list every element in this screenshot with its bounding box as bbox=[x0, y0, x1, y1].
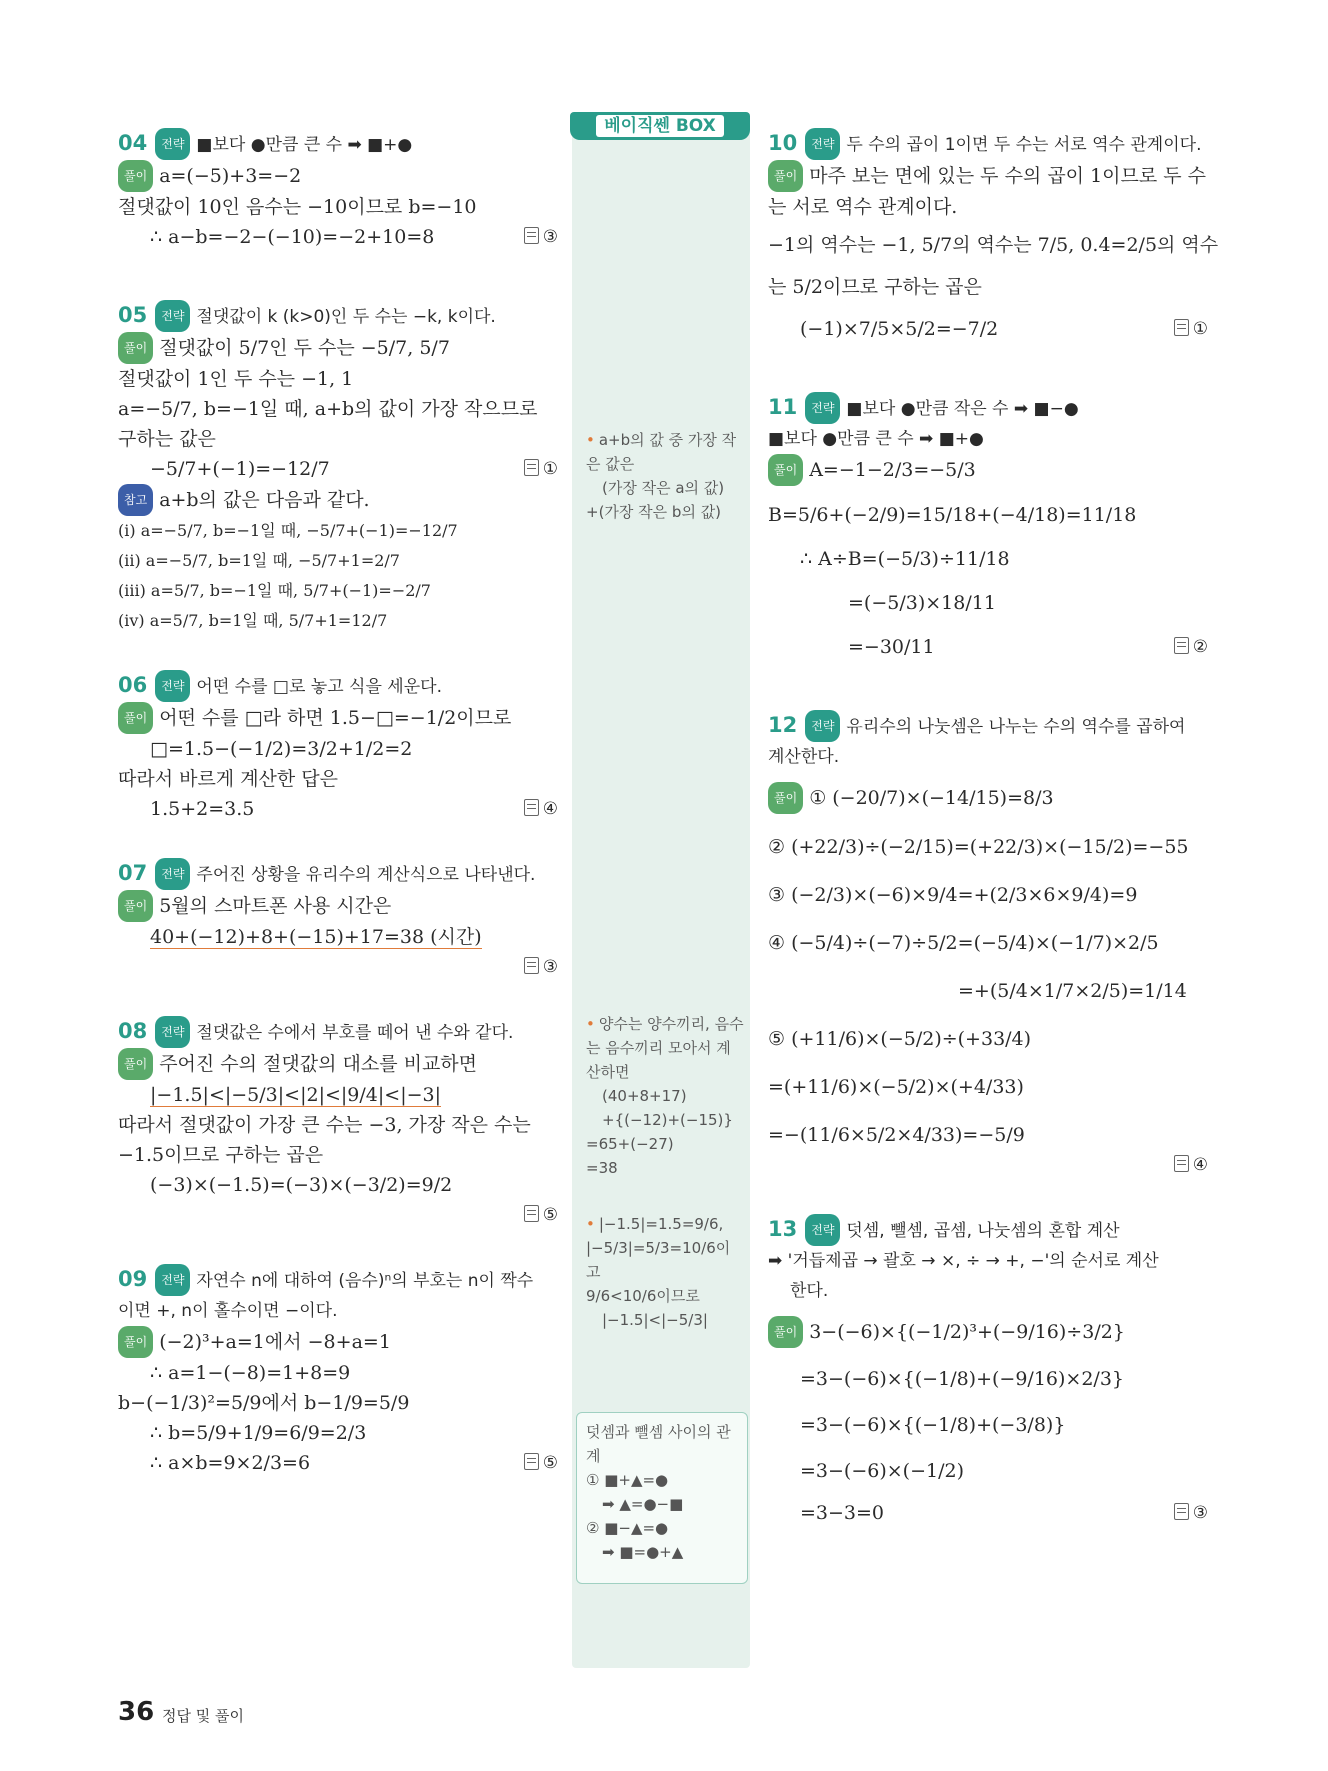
answer-icon bbox=[1174, 637, 1189, 654]
reference-title: a+b의 값은 다음과 같다. bbox=[159, 489, 370, 511]
solution-line-final bbox=[768, 632, 1208, 662]
note-line: 계 bbox=[586, 1447, 601, 1465]
solution-tag: 풀이 bbox=[768, 160, 803, 192]
note-line: =65+(−27) bbox=[586, 1135, 674, 1153]
note-line: a+b의 값 중 가장 작 bbox=[598, 431, 737, 449]
problem-number: 04 bbox=[118, 131, 148, 155]
answer-line bbox=[118, 1200, 558, 1230]
case-line: (ii) a=−5/7, b=1일 때, −5/7+1=2/7 bbox=[118, 551, 400, 570]
note-min-sum: • a+b의 값 중 가장 작 은 값은 (가장 작은 a의 값) +(가장 작은 b의 값) bbox=[586, 428, 744, 524]
note-line: 양수는 양수끼리, 음수 bbox=[598, 1015, 744, 1033]
solution-line-final bbox=[768, 1498, 1208, 1528]
answer bbox=[524, 454, 558, 484]
note-line: 산하면 bbox=[586, 1063, 630, 1081]
strategy-tag: 전략 bbox=[805, 710, 840, 742]
left-column bbox=[118, 128, 558, 1478]
solution-line: a=(−5)+3=−2 bbox=[159, 165, 302, 187]
answer-value: ④ bbox=[542, 799, 558, 819]
solution-line: 어떤 수를 □라 하면 1.5−□=−1/2이므로 bbox=[159, 707, 512, 729]
answer-icon bbox=[524, 799, 539, 816]
note-line: |−5/3|=5/3=10/6이고 bbox=[586, 1239, 731, 1281]
strategy-text: ■보다 ●만큼 작은 수 ➡ ■−● bbox=[846, 399, 1079, 419]
answer-value: ① bbox=[542, 459, 558, 479]
note-line: (가장 작은 a의 값) bbox=[602, 479, 725, 497]
answer-icon bbox=[524, 1205, 539, 1222]
solution-line: ∴ a×b=9×2/3=6 bbox=[150, 1452, 311, 1474]
note-line: |−1.5|=1.5=9/6, bbox=[598, 1215, 724, 1233]
answer-value: ③ bbox=[1192, 1503, 1208, 1523]
strategy-text: ➡ '거듭제곱 → 괄호 → ×, ÷ → +, −'의 순서로 계산 bbox=[768, 1251, 1159, 1271]
strategy-text: 계산한다. bbox=[768, 747, 840, 767]
solution-tag: 풀이 bbox=[118, 890, 153, 922]
solution-line: =+(5/4×1/7×2/5)=1/14 bbox=[958, 980, 1187, 1002]
solution-line-final bbox=[118, 454, 558, 484]
solution-line: |−1.5|<|−5/3|<|2|<|9/4|<|−3| bbox=[150, 1084, 442, 1106]
answer bbox=[1174, 314, 1208, 344]
answer bbox=[524, 1200, 558, 1230]
case-line: (iv) a=5/7, b=1일 때, 5/7+1=12/7 bbox=[118, 611, 388, 630]
solution-tag: 풀이 bbox=[768, 454, 803, 486]
solution-line: 는 5/2이므로 구하는 곱은 bbox=[768, 276, 982, 298]
note-abs-compare: • |−1.5|=1.5=9/6, |−5/3|=5/3=10/6이고 9/6<10/6이므로 |−1.5|<|−5/3| bbox=[586, 1212, 744, 1332]
solution-line: =(+11/6)×(−5/2)×(+4/33) bbox=[768, 1076, 1024, 1098]
strategy-text: 이면 +, n이 홀수이면 −이다. bbox=[118, 1301, 338, 1321]
problem-11 bbox=[768, 392, 1208, 662]
strategy-text: 두 수의 곱이 1이면 두 수는 서로 역수 관계이다. bbox=[846, 135, 1202, 155]
solution-line: =−(11/6×5/2×4/33)=−5/9 bbox=[768, 1124, 1025, 1146]
solution-line: ② (+22/3)÷(−2/15)=(+22/3)×(−15/2)=−55 bbox=[768, 836, 1189, 858]
problem-13 bbox=[768, 1214, 1208, 1528]
solution-line-final bbox=[118, 222, 558, 252]
note-line: +(가장 작은 b의 값) bbox=[586, 503, 722, 521]
note-line: ➡ ▲=●−■ bbox=[602, 1495, 684, 1513]
solution-line: =3−(−6)×(−1/2) bbox=[800, 1460, 965, 1482]
answer-icon bbox=[524, 957, 539, 974]
answer-icon bbox=[1174, 319, 1189, 336]
solution-line: 5월의 스마트폰 사용 시간은 bbox=[159, 895, 392, 917]
solution-tag: 풀이 bbox=[768, 782, 803, 814]
case-line: (iii) a=5/7, b=−1일 때, 5/7+(−1)=−2/7 bbox=[118, 581, 431, 600]
note-line: 는 음수끼리 모아서 계 bbox=[586, 1039, 731, 1057]
solution-line: 1.5+2=3.5 bbox=[150, 798, 255, 820]
page-label: 정답 및 풀이 bbox=[162, 1707, 244, 1725]
answer-value: ② bbox=[1192, 637, 1208, 657]
answer bbox=[1174, 1150, 1208, 1180]
strategy-text: ■보다 ●만큼 큰 수 ➡ ■+● bbox=[768, 429, 984, 449]
solution-line: =−30/11 bbox=[848, 636, 935, 658]
solution-line: ③ (−2/3)×(−6)×9/4=+(2/3×6×9/4)=9 bbox=[768, 884, 1138, 906]
answer-icon bbox=[1174, 1155, 1189, 1172]
strategy-text: 어떤 수를 □로 놓고 식을 세운다. bbox=[196, 677, 442, 697]
answer bbox=[524, 222, 558, 252]
answer bbox=[1174, 632, 1208, 662]
solution-line: ④ (−5/4)÷(−7)÷5/2=(−5/4)×(−1/7)×2/5 bbox=[768, 932, 1159, 954]
solution-line: =3−3=0 bbox=[800, 1502, 885, 1524]
answer-icon bbox=[524, 227, 539, 244]
strategy-text: 절댓값은 수에서 부호를 떼어 낸 수와 같다. bbox=[196, 1023, 514, 1043]
strategy-tag: 전략 bbox=[805, 392, 840, 424]
solution-line: ∴ A÷B=(−5/3)÷11/18 bbox=[800, 548, 1010, 570]
note-line: 9/6<10/6이므로 bbox=[586, 1287, 700, 1305]
problem-05 bbox=[118, 300, 558, 636]
answer-line bbox=[118, 952, 558, 982]
solution-line: −1의 역수는 −1, 5/7의 역수는 7/5, 0.4=2/5의 역수 bbox=[768, 234, 1219, 256]
answer bbox=[524, 1448, 558, 1478]
solution-line: 따라서 절댓값이 가장 큰 수는 −3, 가장 작은 수는 bbox=[118, 1114, 531, 1136]
solution-line: 절댓값이 1인 두 수는 −1, 1 bbox=[118, 368, 354, 390]
answer bbox=[524, 952, 558, 982]
problem-08 bbox=[118, 1016, 558, 1230]
solution-line: □=1.5−(−1/2)=3/2+1/2=2 bbox=[150, 738, 413, 760]
solution-tag: 풀이 bbox=[118, 332, 153, 364]
answer-icon bbox=[1174, 1503, 1189, 1520]
solution-line: =(−5/3)×18/11 bbox=[848, 592, 996, 614]
reference-tag: 참고 bbox=[118, 484, 153, 516]
note-line: 덧셈과 뺄셈 사이의 관 bbox=[586, 1423, 731, 1441]
problem-number: 05 bbox=[118, 303, 148, 327]
problem-number: 11 bbox=[768, 395, 798, 419]
problem-number: 07 bbox=[118, 861, 148, 885]
strategy-text: 덧셈, 뺄셈, 곱셈, 나눗셈의 혼합 계산 bbox=[846, 1221, 1120, 1241]
answer bbox=[524, 794, 558, 824]
problem-number: 09 bbox=[118, 1267, 148, 1291]
solution-line: 는 서로 역수 관계이다. bbox=[768, 196, 958, 218]
solution-line: A=−1−2/3=−5/3 bbox=[809, 459, 976, 481]
problem-07 bbox=[118, 858, 558, 982]
solution-line: 절댓값이 5/7인 두 수는 −5/7, 5/7 bbox=[159, 337, 450, 359]
answer bbox=[1174, 1498, 1208, 1528]
note-grouping: • 양수는 양수끼리, 음수 는 음수끼리 모아서 계 산하면 (40+8+17) +{(−12)+(−15)} =65+(−27) =38 bbox=[586, 1012, 744, 1180]
note-line: |−1.5|<|−5/3| bbox=[602, 1311, 708, 1329]
note-line: (40+8+17) bbox=[602, 1087, 687, 1105]
problem-06 bbox=[118, 670, 558, 824]
solution-line: ∴ a=1−(−8)=1+8=9 bbox=[150, 1362, 351, 1384]
answer-value: ③ bbox=[542, 957, 558, 977]
solution-line: (−3)×(−1.5)=(−3)×(−3/2)=9/2 bbox=[150, 1174, 453, 1196]
solution-line-final bbox=[768, 314, 1208, 344]
solution-tag: 풀이 bbox=[118, 702, 153, 734]
answer-icon bbox=[524, 459, 539, 476]
strategy-text: ■보다 ●만큼 큰 수 ➡ ■+● bbox=[196, 135, 413, 155]
solution-line: 마주 보는 면에 있는 두 수의 곱이 1이므로 두 수 bbox=[809, 165, 1207, 187]
solution-line: 구하는 값은 bbox=[118, 428, 216, 450]
strategy-text: 자연수 n에 대하여 (음수)ⁿ의 부호는 n이 짝수 bbox=[196, 1271, 534, 1291]
solution-line: (−2)³+a=1에서 −8+a=1 bbox=[159, 1331, 391, 1353]
solution-tag: 풀이 bbox=[118, 160, 153, 192]
strategy-tag: 전략 bbox=[155, 670, 190, 702]
answer-value: ⑤ bbox=[542, 1453, 558, 1473]
solution-line: B=5/6+(−2/9)=15/18+(−4/18)=11/18 bbox=[768, 504, 1137, 526]
solution-line: 절댓값이 10인 음수는 −10이므로 b=−10 bbox=[118, 196, 477, 218]
note-line: ① ■+▲=● bbox=[586, 1471, 669, 1489]
strategy-text: 주어진 상황을 유리수의 계산식으로 나타낸다. bbox=[196, 865, 536, 885]
solution-line: ∴ a−b=−2−(−10)=−2+10=8 bbox=[150, 226, 435, 248]
strategy-tag: 전략 bbox=[805, 1214, 840, 1246]
problem-04 bbox=[118, 128, 558, 252]
solution-line: b−(−1/3)²=5/9에서 b−1/9=5/9 bbox=[118, 1392, 410, 1414]
problem-number: 08 bbox=[118, 1019, 148, 1043]
solution-line: =3−(−6)×{(−1/8)+(−9/16)×2/3} bbox=[800, 1368, 1125, 1390]
strategy-tag: 전략 bbox=[155, 1264, 190, 1296]
strategy-tag: 전략 bbox=[155, 128, 190, 160]
solution-line: (−1)×7/5×5/2=−7/2 bbox=[800, 318, 999, 340]
note-line: =38 bbox=[586, 1159, 618, 1177]
box-title: 베이직쎈 BOX bbox=[570, 112, 750, 140]
solution-tag: 풀이 bbox=[118, 1048, 153, 1080]
note-add-sub-relation bbox=[586, 1420, 744, 1564]
answer-value: ④ bbox=[1192, 1155, 1208, 1175]
strategy-tag: 전략 bbox=[155, 1016, 190, 1048]
solution-line: ① (−20/7)×(−14/15)=8/3 bbox=[809, 787, 1054, 809]
problem-number: 10 bbox=[768, 131, 798, 155]
solution-tag: 풀이 bbox=[118, 1326, 153, 1358]
solution-tag: 풀이 bbox=[768, 1316, 803, 1348]
strategy-text: 절댓값이 k (k>0)인 두 수는 −k, k이다. bbox=[196, 307, 496, 327]
strategy-text: 한다. bbox=[790, 1281, 829, 1301]
right-column bbox=[768, 128, 1219, 1528]
problem-12 bbox=[768, 710, 1208, 1180]
problem-09 bbox=[118, 1264, 558, 1478]
note-line: ② ■−▲=● bbox=[586, 1519, 669, 1537]
solution-line: −5/7+(−1)=−12/7 bbox=[150, 458, 330, 480]
problem-10 bbox=[768, 128, 1219, 344]
solution-line: −1.5이므로 구하는 곱은 bbox=[118, 1144, 324, 1166]
strategy-tag: 전략 bbox=[155, 300, 190, 332]
solution-line: 40+(−12)+8+(−15)+17=38 (시간) bbox=[150, 926, 482, 948]
answer-value: ① bbox=[1192, 319, 1208, 339]
answer-value: ③ bbox=[542, 227, 558, 247]
problem-number: 13 bbox=[768, 1217, 798, 1241]
problem-number: 12 bbox=[768, 713, 798, 737]
problem-number: 06 bbox=[118, 673, 148, 697]
note-line: +{(−12)+(−15)} bbox=[602, 1111, 733, 1129]
solution-line: 따라서 바르게 계산한 답은 bbox=[118, 768, 339, 790]
solution-line: ⑤ (+11/6)×(−5/2)÷(+33/4) bbox=[768, 1028, 1032, 1050]
answer-icon bbox=[524, 1453, 539, 1470]
solution-line: 3−(−6)×{(−1/2)³+(−9/16)÷3/2} bbox=[809, 1321, 1125, 1343]
solution-line-final bbox=[118, 794, 558, 824]
strategy-tag: 전략 bbox=[805, 128, 840, 160]
solution-line: ∴ b=5/9+1/9=6/9=2/3 bbox=[150, 1422, 367, 1444]
note-line: ➡ ■=●+▲ bbox=[602, 1543, 684, 1561]
strategy-text: 유리수의 나눗셈은 나누는 수의 역수를 곱하여 bbox=[846, 717, 1186, 737]
solution-line: =3−(−6)×{(−1/8)+(−3/8)} bbox=[800, 1414, 1066, 1436]
answer-line bbox=[768, 1150, 1208, 1180]
page-number: 36 bbox=[118, 1697, 155, 1727]
strategy-tag: 전략 bbox=[155, 858, 190, 890]
solution-line: 주어진 수의 절댓값의 대소를 비교하면 bbox=[159, 1053, 478, 1075]
answer-value: ⑤ bbox=[542, 1205, 558, 1225]
note-line: 은 값은 bbox=[586, 455, 635, 473]
case-line: (i) a=−5/7, b=−1일 때, −5/7+(−1)=−12/7 bbox=[118, 521, 458, 540]
solution-line-final bbox=[118, 1448, 558, 1478]
solution-line: a=−5/7, b=−1일 때, a+b의 값이 가장 작으므로 bbox=[118, 398, 538, 420]
